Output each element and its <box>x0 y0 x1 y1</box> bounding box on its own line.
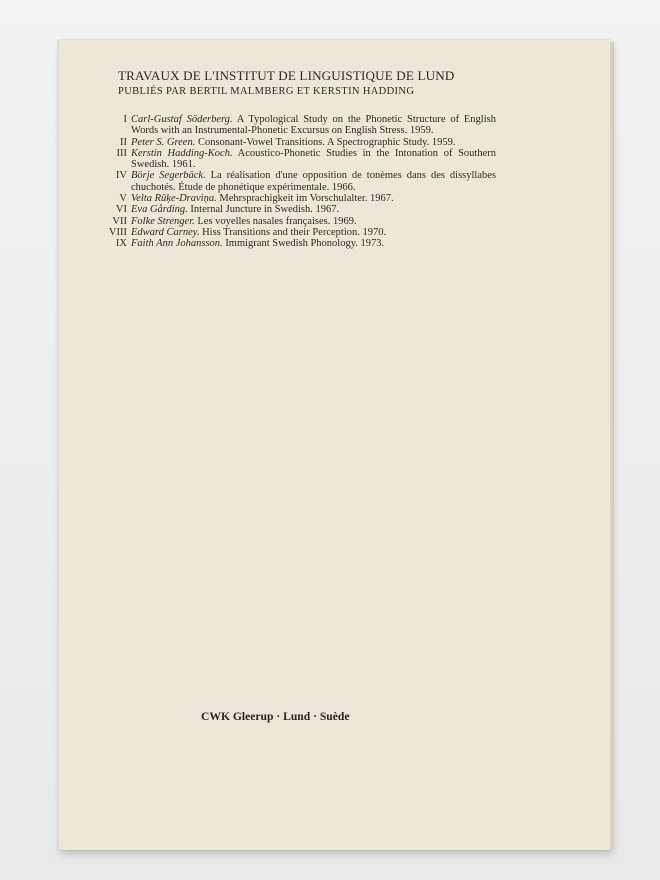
entry-title: La réalisation d'une opposition de tonèmes dans des dissyllabes chuchotés. Étude de phonétique expérimentale. 1966. <box>131 170 496 193</box>
entry-author: Eva Gårding. <box>131 204 188 216</box>
entry-number: VIII <box>108 226 127 238</box>
entry-author: Faith Ann Johansson. <box>131 238 223 250</box>
entry-number: IX <box>115 238 127 250</box>
entry-author: Folke Strenger. <box>131 215 195 227</box>
entry-author: Börje Segerbäck. <box>131 170 206 182</box>
entry-author: Peter S. Green. <box>131 136 196 148</box>
list-item <box>98 227 498 238</box>
entry-author: Carl-Gustaf Söderberg. <box>131 114 233 125</box>
entry-number: VI <box>115 204 127 216</box>
list-item <box>98 193 498 204</box>
series-title: TRAVAUX DE L'INSTITUT DE LINGUISTIQUE DE LUND <box>118 68 455 83</box>
entry-author: Kerstin Hadding-Koch. <box>131 147 233 159</box>
entry-number: I <box>123 114 127 125</box>
entry-title: Internal Juncture in Swedish. 1967. <box>187 204 340 216</box>
entry-title: A Typological Study on the Phonetic Structure of English Words with an Instrumental-Phonetic Excursus on English Stress. 1959. <box>131 114 496 137</box>
series-subtitle: PUBLIÉS PAR BERTIL MALMBERG ET KERSTIN HADDING <box>118 86 415 97</box>
entry-author: Edward Carney. <box>131 226 200 238</box>
list-item <box>98 238 498 249</box>
entry-title: Acoustico-Phonetic Studies in the Intonation of Southern Swedish. 1961. <box>131 147 496 171</box>
list-item <box>98 204 498 215</box>
entry-number: IV <box>115 170 127 182</box>
entry-title: Hiss Transitions and their Perception. 1970. <box>199 226 387 238</box>
entry-number: VII <box>112 215 127 227</box>
entry-number: II <box>120 136 127 148</box>
entry-title: Les voyelles nasales françaises. 1969. <box>194 215 357 227</box>
entry-number: III <box>116 147 127 159</box>
entry-number: V <box>119 193 127 205</box>
list-item <box>98 170 498 193</box>
entry-title: Mehrsprachigkeit im Vorschulalter. 1967. <box>216 193 394 205</box>
list-item <box>98 137 498 148</box>
list-item <box>98 114 498 137</box>
list-item <box>98 148 498 171</box>
list-item <box>98 216 498 227</box>
publication-list <box>98 114 498 250</box>
entry-author: Velta Rūķe-Draviņa. <box>131 193 217 205</box>
entry-title: Immigrant Swedish Phonology. 1973. <box>222 238 385 250</box>
entry-title: Consonant-Vowel Transitions. A Spectrographic Study. 1959. <box>195 136 456 148</box>
publisher-imprint: CWK Gleerup · Lund · Suède <box>201 710 350 723</box>
